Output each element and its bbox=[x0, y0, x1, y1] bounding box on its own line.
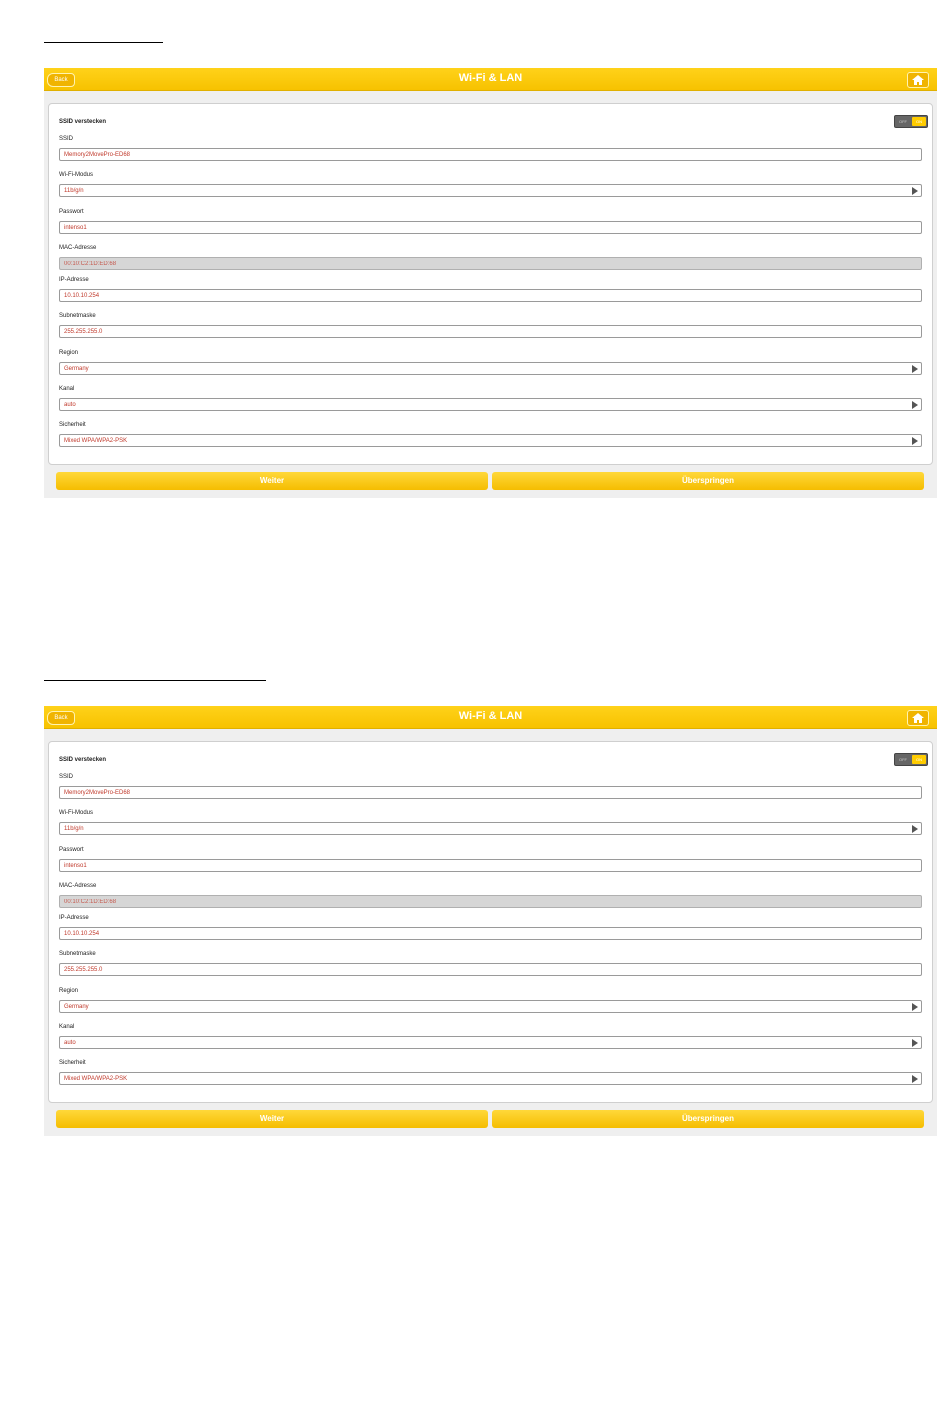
ssid-hide-label: SSID verstecken bbox=[59, 119, 107, 125]
region-select[interactable]: Germany bbox=[59, 362, 922, 375]
settings-card bbox=[48, 103, 933, 465]
subnet-input[interactable]: 255.255.255.0 bbox=[59, 325, 922, 338]
skip-button[interactable]: Überspringen bbox=[492, 1110, 924, 1128]
subnet-label: Subnetmaske bbox=[59, 951, 96, 957]
region-label: Region bbox=[59, 350, 79, 356]
title-bar bbox=[44, 68, 937, 91]
chevron-right-icon bbox=[912, 401, 918, 409]
password-input[interactable]: intenso1 bbox=[59, 859, 922, 872]
next-button[interactable]: Weiter bbox=[56, 1110, 488, 1128]
channel-label: Kanal bbox=[59, 386, 75, 392]
back-button[interactable]: Back bbox=[47, 73, 75, 87]
ip-label: IP-Adresse bbox=[59, 277, 89, 283]
title-bar bbox=[44, 706, 937, 729]
chevron-right-icon bbox=[912, 187, 918, 195]
security-select[interactable]: Mixed WPA/WPA2-PSK bbox=[59, 1072, 922, 1085]
wifi-lan-screen bbox=[44, 706, 937, 1136]
region-select[interactable]: Germany bbox=[59, 1000, 922, 1013]
ssid-input[interactable]: Memory2MovePro-ED68 bbox=[59, 786, 922, 799]
ssid-input[interactable]: Memory2MovePro-ED68 bbox=[59, 148, 922, 161]
mac-input: 00:10:C2:1D:ED:68 bbox=[59, 895, 922, 908]
chevron-right-icon bbox=[912, 437, 918, 445]
ssid-label: SSID bbox=[59, 774, 74, 780]
chevron-right-icon bbox=[912, 1039, 918, 1047]
chevron-right-icon bbox=[912, 1003, 918, 1011]
back-button[interactable]: Back bbox=[47, 711, 75, 725]
password-label: Passwort bbox=[59, 209, 84, 215]
mac-label: MAC-Adresse bbox=[59, 245, 97, 251]
channel-label: Kanal bbox=[59, 1024, 75, 1030]
wifi-mode-select[interactable]: 11b/g/n bbox=[59, 822, 922, 835]
ssid-label: SSID bbox=[59, 136, 74, 142]
password-input[interactable]: intenso1 bbox=[59, 221, 922, 234]
chevron-right-icon bbox=[912, 825, 918, 833]
page-title: Wi-Fi & LAN bbox=[458, 710, 523, 722]
home-icon bbox=[912, 713, 924, 723]
wifi-mode-select[interactable]: 11b/g/n bbox=[59, 184, 922, 197]
subnet-input[interactable]: 255.255.255.0 bbox=[59, 963, 922, 976]
security-label: Sicherheit bbox=[59, 1060, 86, 1066]
wifi-mode-label: Wi-Fi-Modus bbox=[59, 810, 93, 816]
section-underline-2 bbox=[44, 680, 266, 681]
region-label: Region bbox=[59, 988, 79, 994]
home-icon bbox=[912, 75, 924, 85]
page-title: Wi-Fi & LAN bbox=[458, 72, 523, 84]
chevron-right-icon bbox=[912, 365, 918, 373]
mac-input: 00:10:C2:1D:ED:68 bbox=[59, 257, 922, 270]
ip-input[interactable]: 10.10.10.254 bbox=[59, 927, 922, 940]
home-button[interactable] bbox=[907, 72, 929, 88]
channel-select[interactable]: auto bbox=[59, 398, 922, 411]
ssid-hide-toggle[interactable]: OFF ON bbox=[894, 753, 928, 766]
wifi-mode-label: Wi-Fi-Modus bbox=[59, 172, 93, 178]
skip-button[interactable]: Überspringen bbox=[492, 472, 924, 490]
settings-card bbox=[48, 741, 933, 1103]
security-select[interactable]: Mixed WPA/WPA2-PSK bbox=[59, 434, 922, 447]
chevron-right-icon bbox=[912, 1075, 918, 1083]
channel-select[interactable]: auto bbox=[59, 1036, 922, 1049]
mac-label: MAC-Adresse bbox=[59, 883, 97, 889]
subnet-label: Subnetmaske bbox=[59, 313, 96, 319]
password-label: Passwort bbox=[59, 847, 84, 853]
ssid-hide-toggle[interactable]: OFF ON bbox=[894, 115, 928, 128]
home-button[interactable] bbox=[907, 710, 929, 726]
wifi-lan-screen bbox=[44, 68, 937, 498]
next-button[interactable]: Weiter bbox=[56, 472, 488, 490]
security-label: Sicherheit bbox=[59, 422, 86, 428]
ip-label: IP-Adresse bbox=[59, 915, 89, 921]
section-underline-1 bbox=[44, 42, 163, 43]
ssid-hide-label: SSID verstecken bbox=[59, 757, 107, 763]
ip-input[interactable]: 10.10.10.254 bbox=[59, 289, 922, 302]
